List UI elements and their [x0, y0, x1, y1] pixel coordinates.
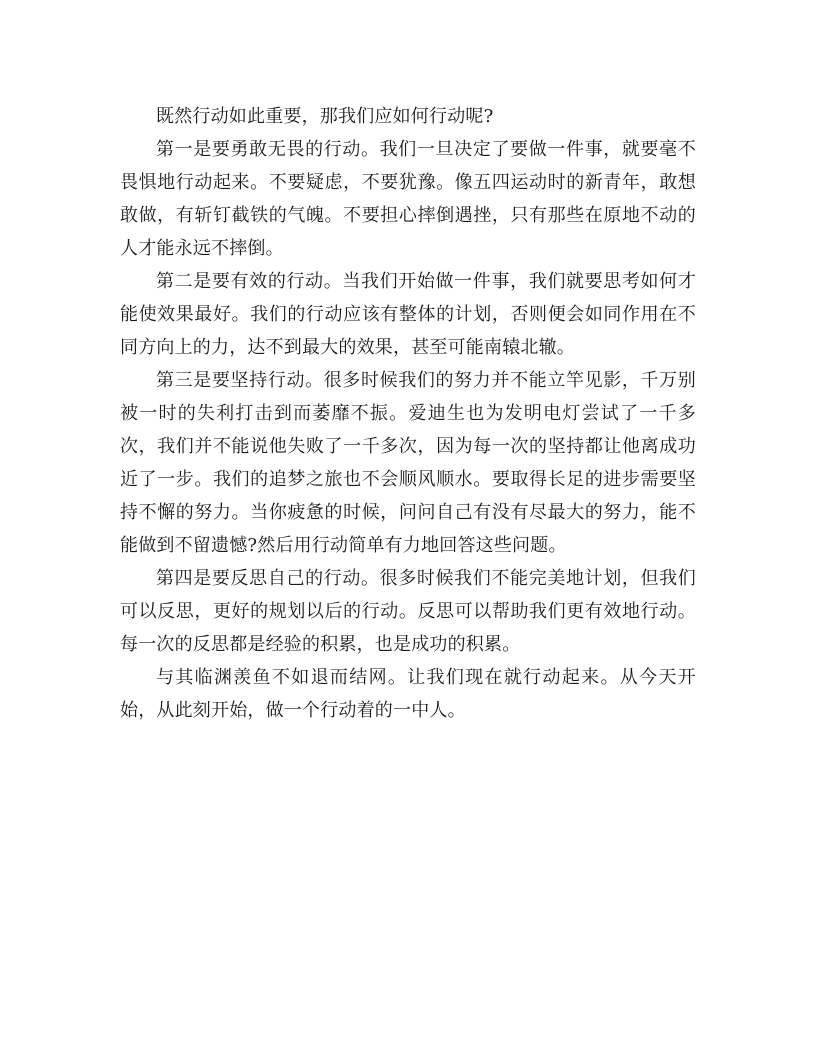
paragraph-conclusion: 与其临渊羡鱼不如退而结网。让我们现在就行动起来。从今天开始，从此刻开始，做一个行动着的一中人。	[120, 667, 696, 721]
paragraph-fourth-point: 第四是要反思自己的行动。很多时候我们不能完美地计划，但我们可以反思，更好的规划以后的行动。反思可以帮助我们更有效地行动。每一次的反思都是经验的积累，也是成功的积累。	[120, 568, 696, 655]
paragraph-second-point: 第二是要有效的行动。当我们开始做一件事，我们就要思考如何才能使效果最好。我们的行动应该有整体的计划，否则便会如同作用在不同方向上的力，达不到最大的效果，甚至可能南辕北辙。	[120, 271, 696, 358]
paragraph-first-point: 第一是要勇敢无畏的行动。我们一旦决定了要做一件事，就要毫不畏惧地行动起来。不要疑虑，不要犹豫。像五四运动时的新青年，敢想敢做，有斩钉截铁的气魄。不要担心摔倒遇挫，只有那些在原地不动的人才能永远不摔倒。	[120, 139, 696, 259]
paragraph-third-point: 第三是要坚持行动。很多时候我们的努力并不能立竿见影，千万别被一时的失利打击到而萎靡不振。爱迪生也为发明电灯尝试了一千多次，我们并不能说他失败了一千多次，因为每一次的坚持都让他离成功近了一步。我们的追梦之旅也不会顺风顺水。要取得长足的进步需要坚持不懈的努力。当你疲惫的时候，问问自己有没有尽最大的努力，能不能做到不留遗憾?然后用行动简单有力地回答这些问题。	[120, 370, 696, 556]
paragraph-intro-question: 既然行动如此重要，那我们应如何行动呢?	[156, 106, 494, 127]
document-body	[120, 100, 696, 727]
